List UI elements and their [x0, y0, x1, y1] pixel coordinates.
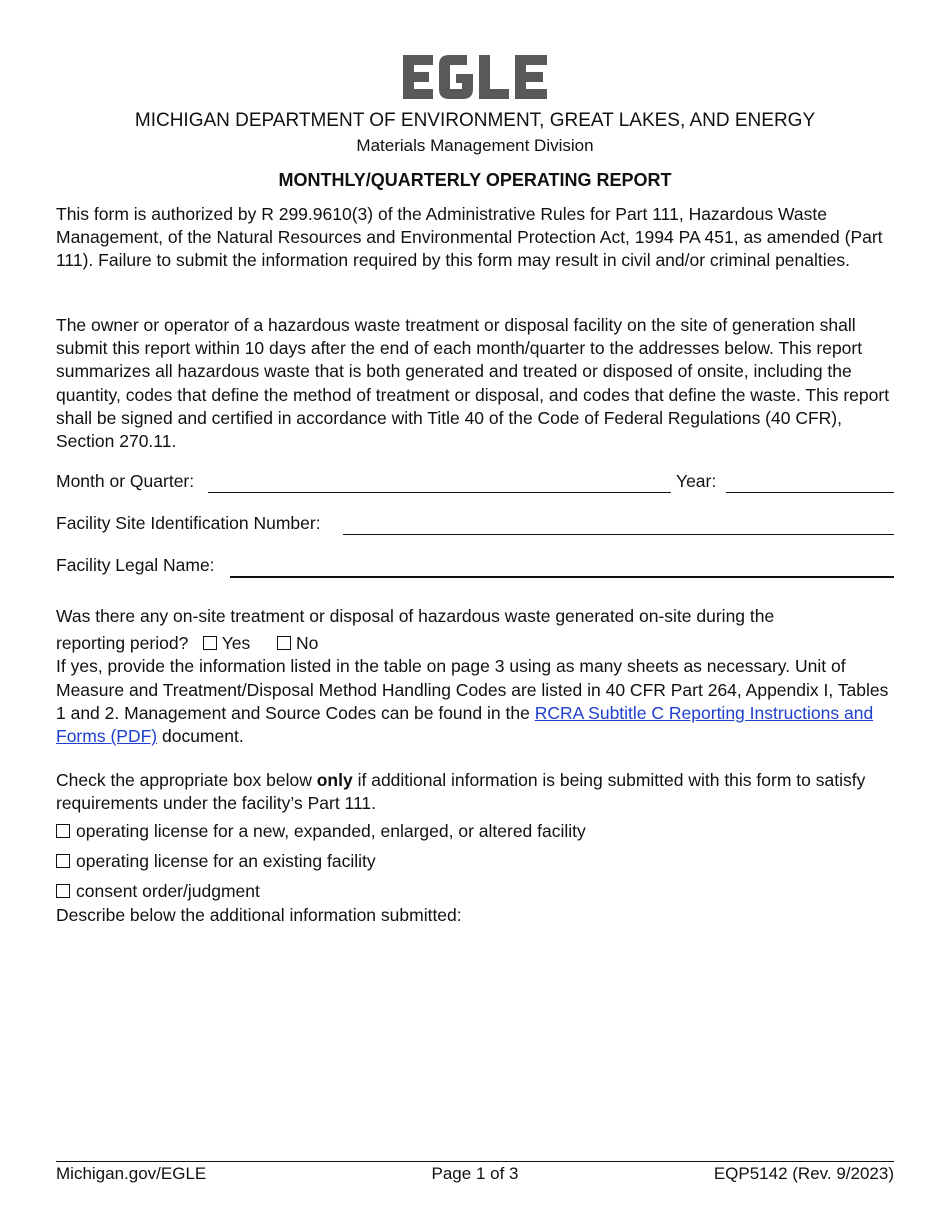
option-consent-order[interactable]: [56, 880, 260, 903]
instructions-paragraph: The owner or operator of a hazardous waste treatment or disposal facility on the site of generation shall submit this report within 10 days after the end of each month/quarter to the addresses below. This report summarizes all hazardous waste that is both generated and treated or disposed of onsite, including the quantity, codes that define the method of treatment or disposal, and codes that define the waste. This report shall be signed and certified in accordance with Title 40 of the Code of Federal Regulations (40 CFR), Section 270.11.: [56, 315, 890, 452]
footer-website: Michigan.gov/EGLE: [56, 1164, 207, 1183]
yes-label: Yes: [221, 633, 251, 654]
year-input[interactable]: [726, 470, 894, 493]
describe-label: Describe below the additional information submitted:: [56, 905, 462, 925]
egle-logo: [403, 55, 547, 99]
year-label: Year:: [676, 471, 717, 491]
additional-intro-bold: only: [316, 770, 353, 790]
consent-order-checkbox[interactable]: [56, 884, 70, 898]
footer-form-number: EQP5142 (Rev. 9/2023): [713, 1164, 894, 1183]
legal-name-input[interactable]: [230, 554, 894, 578]
month-quarter-input[interactable]: [208, 470, 671, 493]
option-existing-license[interactable]: [56, 850, 376, 873]
additional-intro-suffix: if additional information is being submitted with this form to satisfy requirements under the facility’s Part 111.: [56, 770, 866, 814]
division-name: Materials Management Division: [356, 136, 594, 155]
handling-codes-info: [56, 655, 898, 748]
existing-license-label: operating license for an existing facility: [76, 851, 376, 871]
yes-checkbox[interactable]: [203, 636, 217, 650]
info-text: If yes, provide the information listed in the table on page 3 using as many sheets as necessary. Unit of Measure and Treatment/Disposal Method Handling Codes are listed in 40 CFR Part 264, Appendix I, Tables 1 and 2. Management and Source Codes can be found in the: [56, 656, 889, 723]
site-id-label: Facility Site Identification Number:: [56, 513, 321, 533]
new-license-label: operating license for a new, expanded, enlarged, or altered facility: [76, 821, 586, 841]
additional-info-intro: [56, 769, 898, 815]
question-prefix: reporting period?: [56, 633, 189, 654]
question-line-2: [56, 632, 898, 655]
option-new-license[interactable]: [56, 820, 586, 843]
consent-order-label: consent order/judgment: [76, 881, 260, 901]
existing-license-checkbox[interactable]: [56, 854, 70, 868]
rcra-instructions-link[interactable]: RCRA Subtitle C Reporting Instructions and Forms (PDF): [56, 702, 874, 747]
no-label: No: [296, 633, 319, 654]
agency-name: MICHIGAN DEPARTMENT OF ENVIRONMENT, GREAT LAKES, AND ENERGY: [134, 110, 816, 131]
month-quarter-row: [56, 470, 898, 494]
legal-name-row: [56, 554, 898, 578]
new-license-checkbox[interactable]: [56, 824, 70, 838]
footer-divider: [56, 1161, 894, 1162]
onsite-question: [56, 605, 898, 748]
info-suffix: document.: [161, 726, 244, 747]
footer-page-number: Page 1 of 3: [431, 1164, 519, 1183]
authorization-paragraph: This form is authorized by R 299.9610(3) of the Administrative Rules for Part 111, Hazardous Waste Management, of the Natural Resources and Environmental Protection Act, 1994 PA 451, as amended (Part 111). Failure to submit the information required by this form may result in civil and/or criminal penalties.: [56, 204, 883, 271]
form-title: MONTHLY/QUARTERLY OPERATING REPORT: [278, 170, 672, 190]
month-quarter-label: Month or Quarter:: [56, 471, 195, 491]
no-checkbox[interactable]: [277, 636, 291, 650]
legal-name-label: Facility Legal Name:: [56, 555, 215, 575]
question-line-1: Was there any on-site treatment or disposal of hazardous waste generated on-site during the: [56, 606, 775, 626]
additional-intro-prefix: Check the appropriate box below: [56, 770, 312, 790]
site-id-input[interactable]: [343, 512, 894, 535]
site-id-row: [56, 512, 898, 536]
